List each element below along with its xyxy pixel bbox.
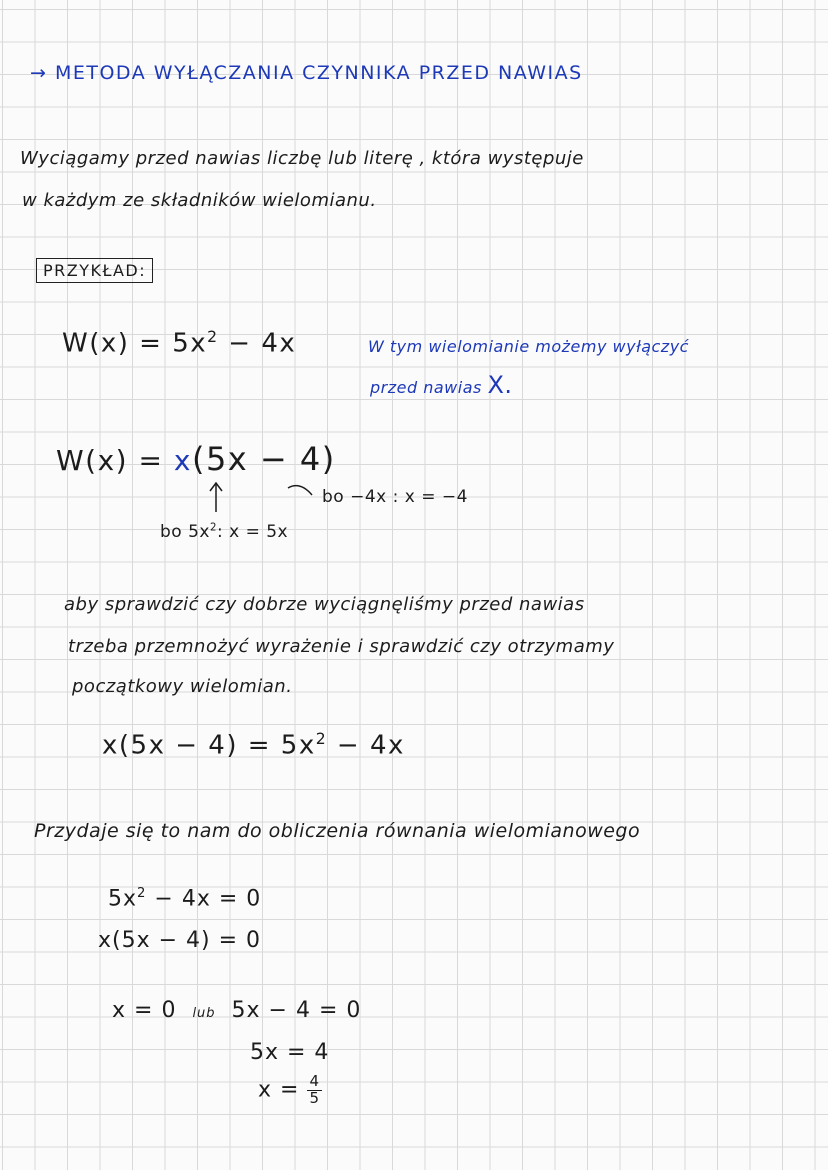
check-eq-a: x(5x − 4) = 5x bbox=[102, 730, 316, 761]
fraction-numerator: 4 bbox=[309, 1072, 320, 1090]
solution-l1-exponent: 2 bbox=[137, 886, 147, 901]
w-rhs: − 4x bbox=[218, 328, 297, 359]
intro-line-2: w każdym ze składników wielomianu. bbox=[22, 190, 377, 211]
w-lhs: W(x) = 5x bbox=[62, 328, 208, 359]
solution-l5-lhs: x = bbox=[258, 1077, 300, 1103]
solution-line-2: x(5x − 4) = 0 bbox=[98, 928, 262, 953]
page-title: → METODA WYŁĄCZANIA CZYNNIKA PRZED NAWIAS bbox=[30, 62, 583, 84]
solution-l3-b: 5x − 4 = 0 bbox=[231, 998, 362, 1023]
solution-line-1 bbox=[108, 886, 261, 911]
fraction-denominator: 5 bbox=[309, 1088, 320, 1107]
check-line-2: trzeba przemnożyć wyrażenie i sprawdzić czy otrzymamy bbox=[68, 636, 615, 657]
solution-l3-or: lub bbox=[192, 1006, 216, 1021]
example-label-box: PRZYKŁAD: bbox=[36, 258, 153, 283]
solution-line-5 bbox=[258, 1074, 322, 1107]
check-equation bbox=[102, 730, 405, 761]
solution-l3-a: x = 0 bbox=[112, 998, 177, 1023]
check-line-1: aby sprawdzić czy dobrze wyciągnęliśmy przed nawias bbox=[64, 594, 585, 615]
fraction bbox=[307, 1074, 322, 1107]
solution-l1-a: 5x bbox=[108, 886, 138, 912]
usage-line: Przydaje się to nam do obliczenia równania wielomianowego bbox=[34, 820, 641, 842]
factored-paren: (5x − 4) bbox=[191, 440, 336, 478]
solution-l1-b: − 4x = 0 bbox=[146, 886, 262, 912]
factored-x: x bbox=[173, 444, 192, 477]
intro-line-1: Wyciągamy przed nawias liczbę lub literę , która występuje bbox=[20, 148, 584, 169]
curved-arrow bbox=[288, 486, 312, 495]
annotation-left-a: bo 5x bbox=[160, 522, 210, 542]
solution-line-3 bbox=[112, 998, 361, 1023]
check-eq-b: − 4x bbox=[327, 730, 405, 761]
note-text: przed nawias bbox=[370, 378, 482, 397]
solution-line-4: 5x = 4 bbox=[250, 1040, 330, 1065]
w-exponent: 2 bbox=[207, 328, 219, 346]
check-line-3: początkowy wielomian. bbox=[72, 676, 293, 697]
annotation-left bbox=[160, 522, 288, 542]
check-eq-exponent: 2 bbox=[315, 730, 328, 748]
note-variable: X. bbox=[487, 371, 513, 399]
factored-lhs: W(x) = bbox=[56, 444, 174, 477]
annotation-left-b: : x = 5x bbox=[216, 522, 289, 542]
annotation-right: bo −4x : x = −4 bbox=[322, 487, 468, 507]
note-line-1: W tym wielomianie możemy wyłączyć bbox=[368, 337, 689, 356]
annotation-left-exponent: 2 bbox=[209, 522, 217, 534]
